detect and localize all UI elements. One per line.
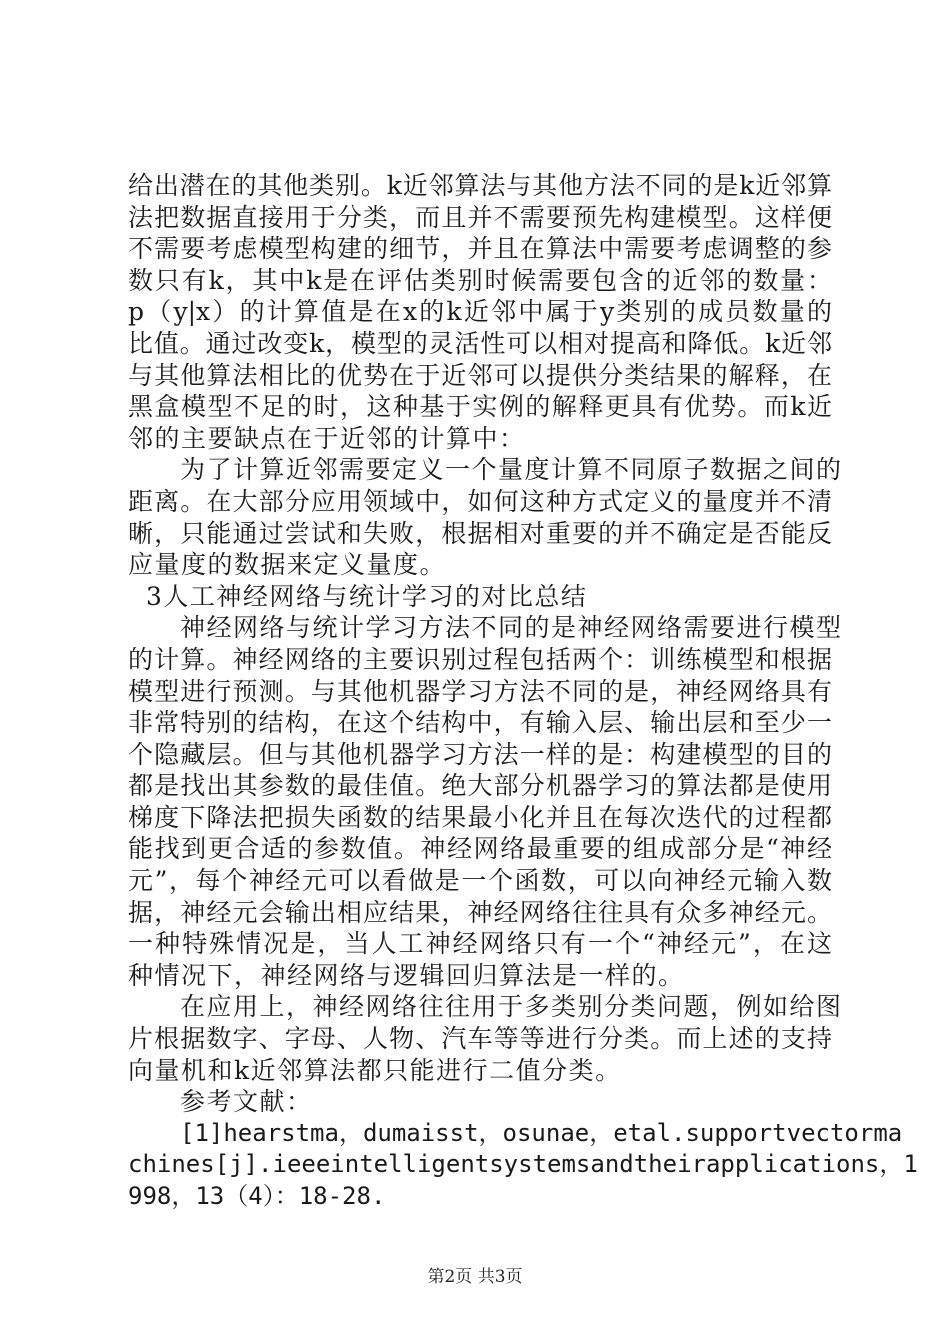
paragraph-first-line: 在应用上，神经网络往往用于多类别分类问题，例如给图	[180, 992, 843, 1022]
text-line: 梯度下降法把损失函数的结果最小化并且在每次迭代的过程都	[128, 802, 832, 832]
reference-line: [1]hearstma，dumaisst，osunae，etal.supportvectorma	[180, 1118, 903, 1147]
text-line: 据，神经元会输出相应结果，神经网络往往具有众多神经元。	[128, 897, 832, 927]
text-line: 非常特别的结构，在这个结构中，有输入层、输出层和至少一	[128, 708, 832, 738]
text-line: 模型进行预测。与其他机器学习方法不同的是，神经网络具有	[128, 676, 832, 706]
paragraph-first-line: 神经网络与统计学习方法不同的是神经网络需要进行模型	[180, 613, 843, 643]
references-heading: 参考文献：	[180, 1087, 313, 1117]
section-heading: 3人工神经网络与统计学习的对比总结	[146, 581, 588, 611]
reference-line: chines[j].ieeeintelligentsystemsandtheirapplications，1	[128, 1150, 918, 1179]
text-line: 黑盒模型不足的时，这种基于实例的解释更具有优势。而k近	[128, 392, 832, 422]
text-line: 比值。通过改变k，模型的灵活性可以相对提高和降低。k近邻	[128, 328, 832, 358]
text-line: 都是找出其参数的最佳值。绝大部分机器学习的算法都是使用	[128, 771, 832, 801]
text-line: 距离。在大部分应用领域中，如何这种方式定义的量度并不清	[128, 486, 832, 516]
text-line: 不需要考虑模型构建的细节，并且在算法中需要考虑调整的参	[128, 234, 832, 264]
text-line: 向量机和k近邻算法都只能进行二值分类。	[128, 1055, 622, 1085]
body-text	[128, 170, 918, 1213]
page-number-footer: 第2页 共3页	[427, 1267, 523, 1287]
text-line: 能找到更合适的参数值。神经网络最重要的组成部分是“神经	[128, 834, 832, 864]
text-line: 给出潜在的其他类别。k近邻算法与其他方法不同的是k近邻算	[128, 171, 832, 200]
text-line: p（y|x）的计算值是在x的k近邻中属于y类别的成员数量的	[128, 297, 832, 327]
text-line: 应量度的数据来定义量度。	[128, 550, 447, 580]
reference-line: 998，13（4）：18-28.	[128, 1182, 386, 1210]
text-line: 晰，只能通过尝试和失败，根据相对重要的并不确定是否能反	[128, 518, 832, 548]
text-line: 一种特殊情况是，当人工神经网络只有一个“神经元”，在这	[128, 929, 832, 959]
text-line: 邻的主要缺点在于近邻的计算中：	[128, 423, 526, 453]
text-line: 个隐藏层。但与其他机器学习方法一样的是：构建模型的目的	[128, 739, 832, 769]
text-line: 的计算。神经网络的主要识别过程包括两个：训练模型和根据	[128, 644, 832, 674]
text-line: 数只有k，其中k是在评估类别时候需要包含的近邻的数量：	[128, 265, 832, 295]
text-line: 片根据数字、字母、人物、汽车等等进行分类。而上述的支持	[128, 1024, 832, 1054]
text-line: 与其他算法相比的优势在于近邻可以提供分类结果的解释，在	[128, 360, 832, 390]
text-line: 法把数据直接用于分类，而且并不需要预先构建模型。这样便	[128, 202, 832, 232]
paragraph-first-line: 为了计算近邻需要定义一个量度计算不同原子数据之间的	[180, 455, 843, 485]
text-line: 种情况下，神经网络与逻辑回归算法是一样的。	[128, 960, 685, 990]
text-line: 元”，每个神经元可以看做是一个函数，可以向神经元输入数	[128, 866, 832, 896]
